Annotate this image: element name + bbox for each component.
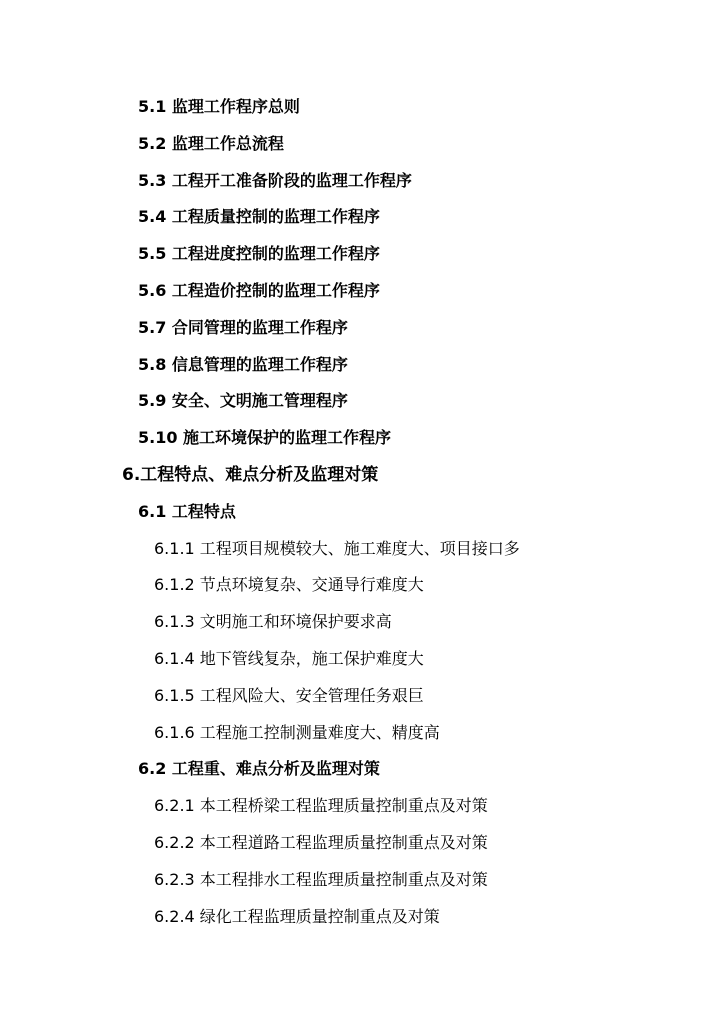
toc-entry: 5.3 工程开工准备阶段的监理工作程序 [138, 170, 412, 190]
toc-entry: 6.1 工程特点 [138, 501, 236, 521]
toc-subentry: 6.1.4 地下管线复杂，施工保护难度大 [154, 648, 424, 668]
toc-entry: 6.2 工程重、难点分析及监理对策 [138, 759, 380, 779]
toc-entry: 5.10 施工环境保护的监理工作程序 [138, 428, 392, 448]
toc-entry: 5.9 安全、文明施工管理程序 [138, 391, 348, 411]
toc-subentry: 6.1.2 节点环境复杂、交通导行难度大 [154, 575, 424, 595]
toc-subentry: 6.2.2 本工程道路工程监理质量控制重点及对策 [154, 832, 488, 852]
toc-entry: 5.7 合同管理的监理工作程序 [138, 317, 348, 337]
toc-entry: 5.2 监理工作总流程 [138, 133, 284, 153]
toc-subentry: 6.2.3 本工程排水工程监理质量控制重点及对策 [154, 869, 488, 889]
toc-subentry: 6.1.1 工程项目规模较大、施工难度大、项目接口多 [154, 538, 520, 558]
toc-chapter-heading: 6.工程特点、难点分析及监理对策 [122, 464, 379, 485]
toc-subentry: 6.2.1 本工程桥梁工程监理质量控制重点及对策 [154, 796, 488, 816]
toc-entry: 5.1 监理工作程序总则 [138, 97, 300, 116]
toc-subentry: 6.1.6 工程施工控制测量难度大、精度高 [154, 722, 440, 742]
toc-entry: 5.6 工程造价控制的监理工作程序 [138, 280, 380, 300]
toc-subentry: 6.1.3 文明施工和环境保护要求高 [154, 612, 392, 632]
table-of-contents [0, 89, 724, 935]
toc-entry: 5.8 信息管理的监理工作程序 [138, 354, 348, 374]
toc-subentry: 6.1.5 工程风险大、安全管理任务艰巨 [154, 685, 424, 705]
toc-entry: 5.4 工程质量控制的监理工作程序 [138, 207, 380, 227]
toc-subentry: 6.2.4 绿化工程监理质量控制重点及对策 [154, 906, 440, 926]
toc-entry: 5.5 工程进度控制的监理工作程序 [138, 244, 380, 264]
